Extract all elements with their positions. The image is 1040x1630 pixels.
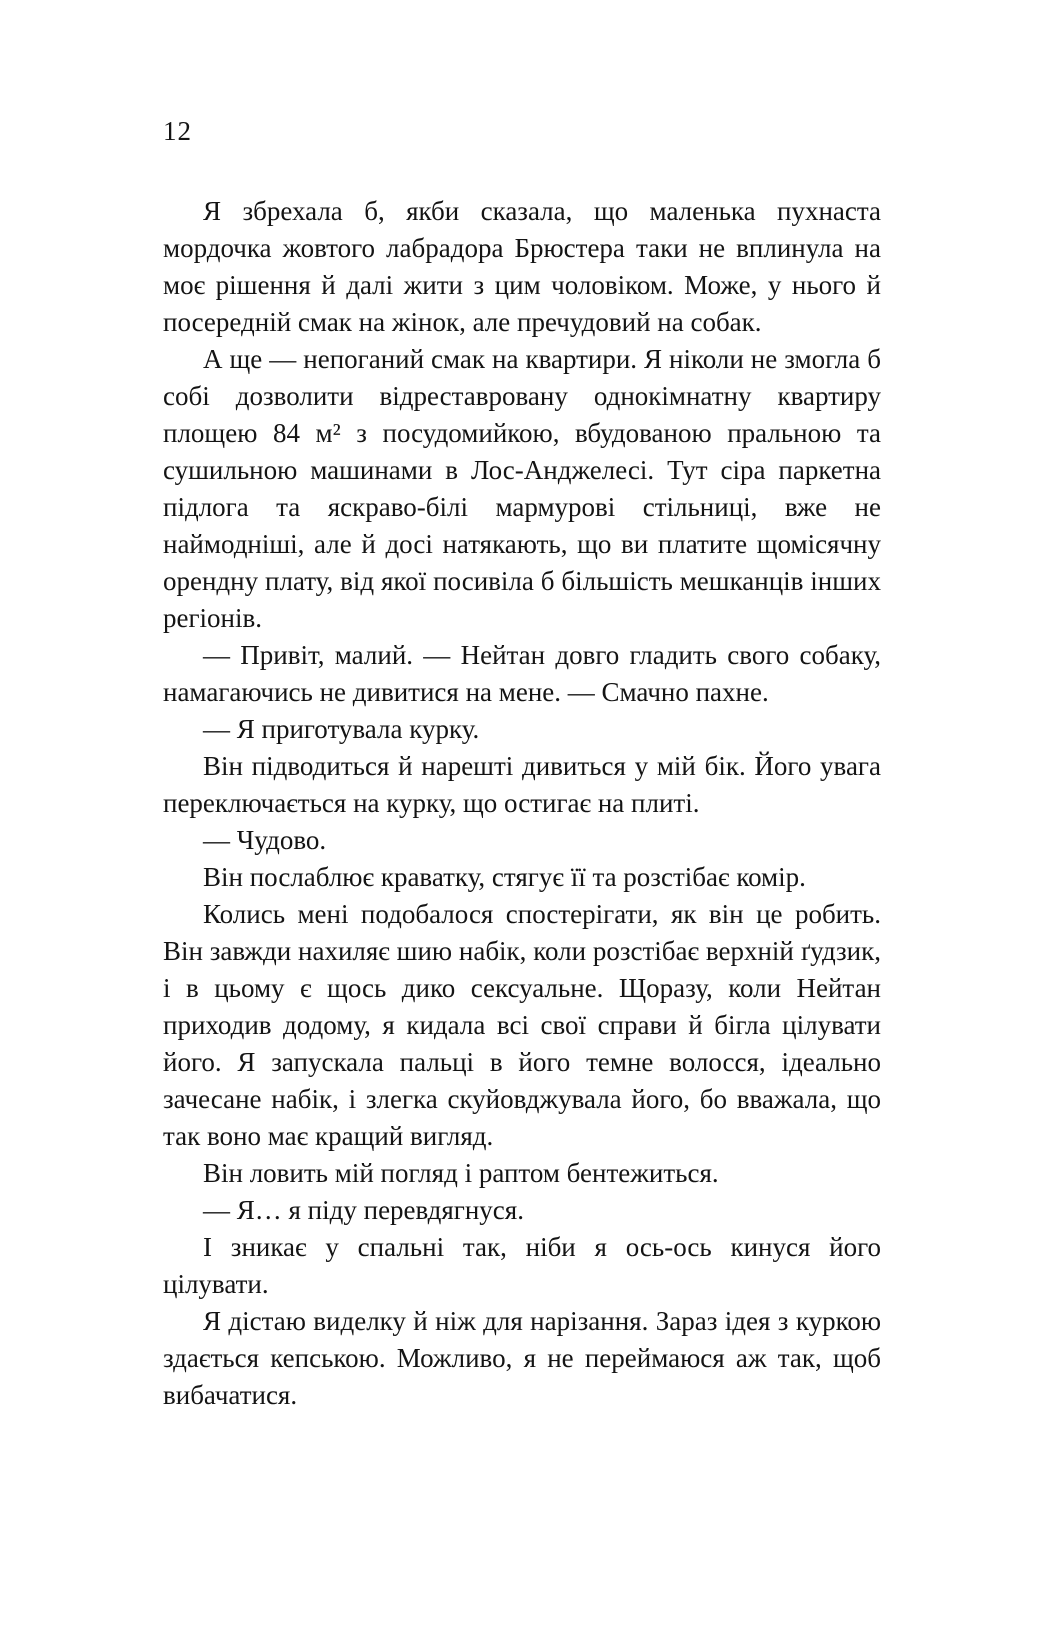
paragraph: Колись мені подобалося спостерігати, як він це робить. Він завжди нахиляє шию набік, коли розстібає верхній ґудзик, і в цьому є щось дико сексуальне. Щоразу, коли Нейтан приходив додому, я кидала всі свої справи й бігла цілувати його. Я запускала пальці в його темне волосся, ідеально зачесане набік, і злегка скуйовджувала його, бо вважала, що так воно має кращий вигляд. [163,899,881,1151]
paragraph: — Я… я піду перевдягнуся. [203,1195,524,1225]
paragraph: Він підводиться й нарешті дивиться у мій бік. Його увага переключається на курку, що остигає на плиті. [163,751,881,818]
paragraph: — Я приготувала курку. [203,714,480,744]
paragraph: — Привіт, малий. — Нейтан довго гладить свого собаку, намагаючись не дивитися на мене. — Смачно пахне. [163,640,881,707]
paragraph: Він послаблює краватку, стягує її та розстібає комір. [203,862,806,892]
page-number: 12 [163,116,192,146]
paragraph: А ще — непоганий смак на квартири. Я ніколи не змогла б собі дозволити відреставровану однокімнатну квартиру площею 84 м² з посудомийкою, вбудованою пральною та сушильною машинами в Лос-Анджелесі. Тут сіра паркетна підлога та яскраво-білі мармурові стільниці, вже не наймодніші, але й досі натякають, що ви платите щомісячну орендну плату, від якої посивіла б більшість мешканців інших регіонів. [163,344,881,633]
paragraph: Я дістаю виделку й ніж для нарізання. Зараз ідея з куркою здається кепською. Можливо, я не переймаюся аж так, щоб вибачатися. [163,1306,881,1410]
paragraph: Він ловить мій погляд і раптом бентежиться. [203,1158,719,1188]
text-block [163,193,881,1414]
paragraph: І зникає у спальні так, ніби я ось-ось кинуся його цілувати. [163,1232,881,1299]
paragraph: — Чудово. [203,825,327,855]
paragraph: Я збрехала б, якби сказала, що маленька пухнаста мордочка жовтого лабрадора Брюстера таки не вплинула на моє рішення й далі жити з цим чоловіком. Може, у нього й посередній смак на жінок, але пречудовий на собак. [163,196,881,337]
